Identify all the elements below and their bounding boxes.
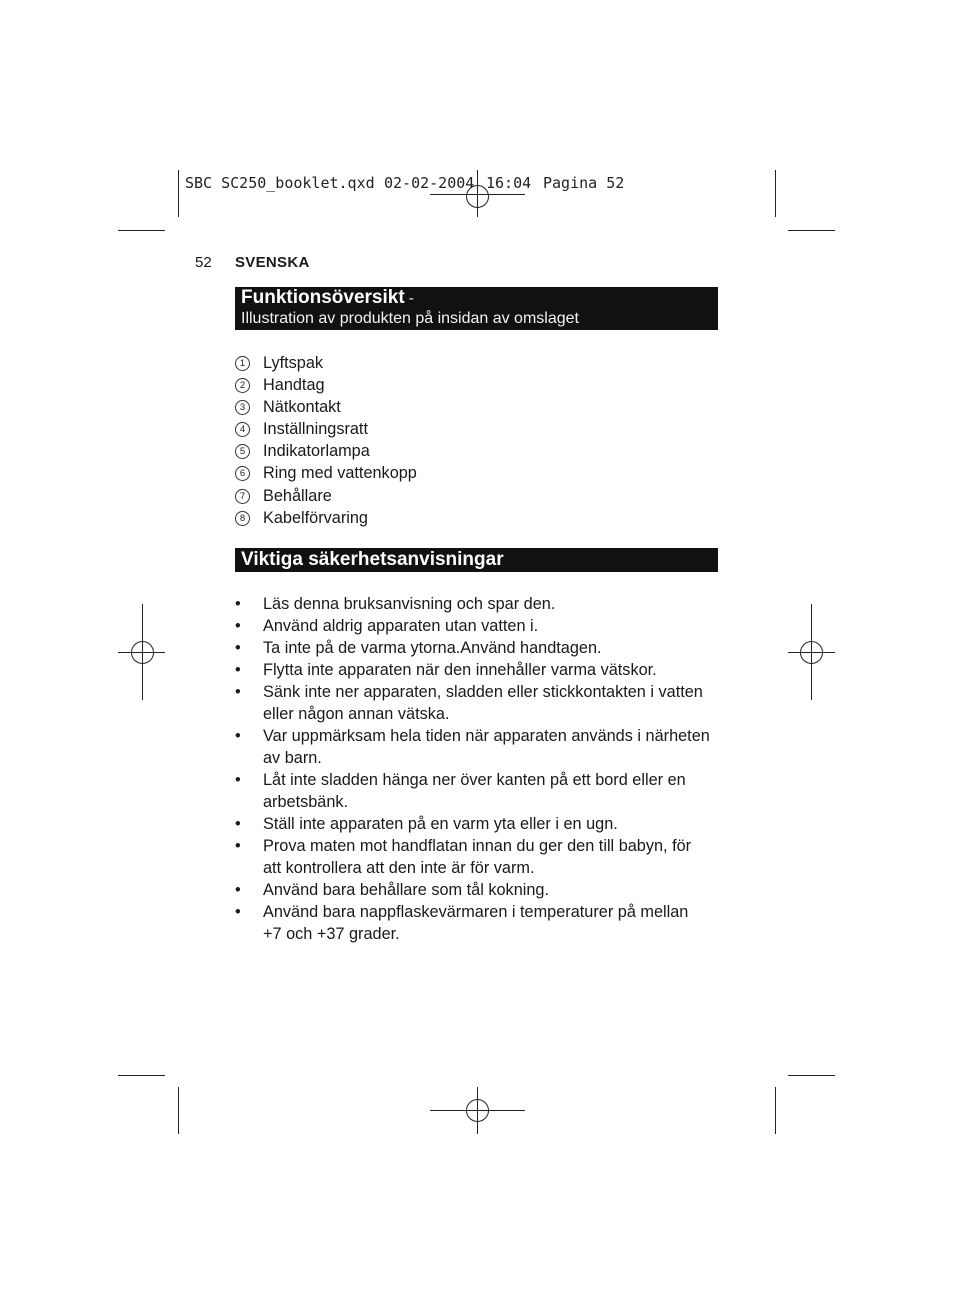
safety-item-line: Använd aldrig apparaten utan vatten i.: [263, 617, 539, 635]
overview-item-label: Ring med vattenkopp: [263, 464, 417, 483]
safety-item-line: Använd bara nappflaskevärmaren i temperaturer på mellan: [263, 903, 689, 921]
safety-item-line: Ställ inte apparaten på en varm yta eller i en ugn.: [263, 815, 618, 833]
safety-item-line: eller någon annan vätska.: [263, 705, 450, 723]
overview-item: [235, 507, 718, 529]
bullet-icon: •: [235, 903, 241, 921]
safety-item-line: Ta inte på de varma ytorna.Använd handtagen.: [263, 639, 602, 657]
safety-item-line: Använd bara behållare som tål kokning.: [263, 881, 550, 899]
overview-item: [235, 396, 718, 418]
overview-item-label: Lyftspak: [263, 354, 324, 372]
circled-number: 5: [235, 444, 250, 459]
bullet-icon: •: [235, 661, 241, 679]
bullet-icon: •: [235, 815, 241, 833]
bullet-icon: •: [235, 771, 241, 789]
overview-item-label: Behållare: [263, 486, 332, 505]
safety-item-text: [263, 835, 718, 879]
bullet-icon: •: [235, 727, 241, 745]
safety-item-line: Läs denna bruksanvisning och spar den.: [263, 595, 556, 613]
overview-list: [235, 352, 718, 529]
safety-item-text: [263, 879, 718, 901]
registration-mark-left: [118, 604, 165, 700]
overview-item-label: Nätkontakt: [263, 398, 341, 417]
overview-title-line: [241, 287, 414, 309]
overview-item: [235, 374, 718, 396]
safety-item-line: Sänk inte ner apparaten, sladden eller stickkontakten i vatten: [263, 683, 703, 701]
safety-item-text: [263, 725, 718, 769]
slug-time: 16:04: [486, 174, 532, 192]
overview-item-label: Indikatorlampa: [263, 442, 370, 461]
overview-item: [235, 418, 718, 440]
crop-mark-top-right: [776, 170, 836, 231]
safety-item-line: +7 och +37 grader.: [263, 925, 400, 943]
overview-title-dash: -: [408, 290, 414, 307]
circled-number: 6: [235, 466, 250, 481]
slug-page: Pagina 52: [543, 174, 625, 192]
safety-item: [235, 615, 718, 637]
bullet-icon: •: [235, 595, 241, 613]
safety-item: [235, 725, 718, 769]
crop-mark-bottom-left: [118, 1076, 179, 1135]
circled-number: 4: [235, 422, 250, 437]
safety-list: [235, 593, 718, 945]
safety-item: [235, 681, 718, 725]
circled-number: 8: [235, 511, 250, 526]
overview-heading-bar: [235, 287, 718, 330]
overview-item-label: Kabelförvaring: [263, 508, 368, 527]
slug-date: 02-02-2004: [384, 174, 475, 192]
crop-mark-bottom-right: [776, 1076, 836, 1135]
circled-number: 7: [235, 489, 250, 504]
safety-item-text: [263, 615, 718, 637]
safety-item-line: arbetsbänk.: [263, 793, 349, 811]
circled-number: 2: [235, 378, 250, 393]
safety-item-line: Låt inte sladden hänga ner över kanten på ett bord eller en: [263, 771, 686, 789]
circled-number: 1: [235, 356, 250, 371]
safety-item: [235, 901, 718, 945]
circled-number: 3: [235, 400, 250, 415]
overview-item: [235, 485, 718, 507]
overview-item-label: Inställningsratt: [263, 420, 368, 439]
safety-heading-bar: [235, 548, 718, 572]
safety-item-line: av barn.: [263, 749, 322, 767]
safety-item-line: att kontrollera att den inte är för varm.: [263, 859, 535, 877]
registration-mark-bottom: [430, 1087, 525, 1134]
overview-title: Funktionsöversikt: [241, 287, 405, 308]
safety-item-text: [263, 659, 718, 681]
overview-subtitle: Illustration av produkten på insidan av omslaget: [241, 310, 579, 327]
page-number: 52: [195, 254, 212, 271]
bullet-icon: •: [235, 837, 241, 855]
safety-item: [235, 659, 718, 681]
safety-item: [235, 593, 718, 615]
safety-item-text: [263, 769, 718, 813]
registration-mark-right: [788, 604, 835, 700]
safety-title: Viktiga säkerhetsanvisningar: [241, 549, 504, 570]
safety-item-text: [263, 813, 718, 835]
safety-item-text: [263, 681, 718, 725]
safety-item: [235, 835, 718, 879]
safety-item: [235, 769, 718, 813]
bullet-icon: •: [235, 639, 241, 657]
safety-item-text: [263, 637, 718, 659]
overview-item: [235, 440, 718, 462]
safety-item-line: Flytta inte apparaten när den innehåller varma vätskor.: [263, 661, 657, 679]
safety-item-text: [263, 901, 718, 945]
language-heading: SVENSKA: [235, 254, 310, 271]
bullet-icon: •: [235, 617, 241, 635]
crop-mark-top-left: [118, 170, 179, 231]
safety-item-text: [263, 593, 718, 615]
bullet-icon: •: [235, 683, 241, 701]
bullet-icon: •: [235, 881, 241, 899]
safety-item: [235, 813, 718, 835]
safety-item-line: Var uppmärksam hela tiden när apparaten används i närheten: [263, 727, 710, 745]
safety-item-line: Prova maten mot handflatan innan du ger den till babyn, för: [263, 837, 692, 855]
overview-item: [235, 352, 718, 374]
overview-item: [235, 462, 718, 484]
slug-filename: SBC SC250_booklet.qxd: [185, 174, 375, 192]
safety-item: [235, 637, 718, 659]
overview-item-label: Handtag: [263, 376, 325, 395]
safety-item: [235, 879, 718, 901]
